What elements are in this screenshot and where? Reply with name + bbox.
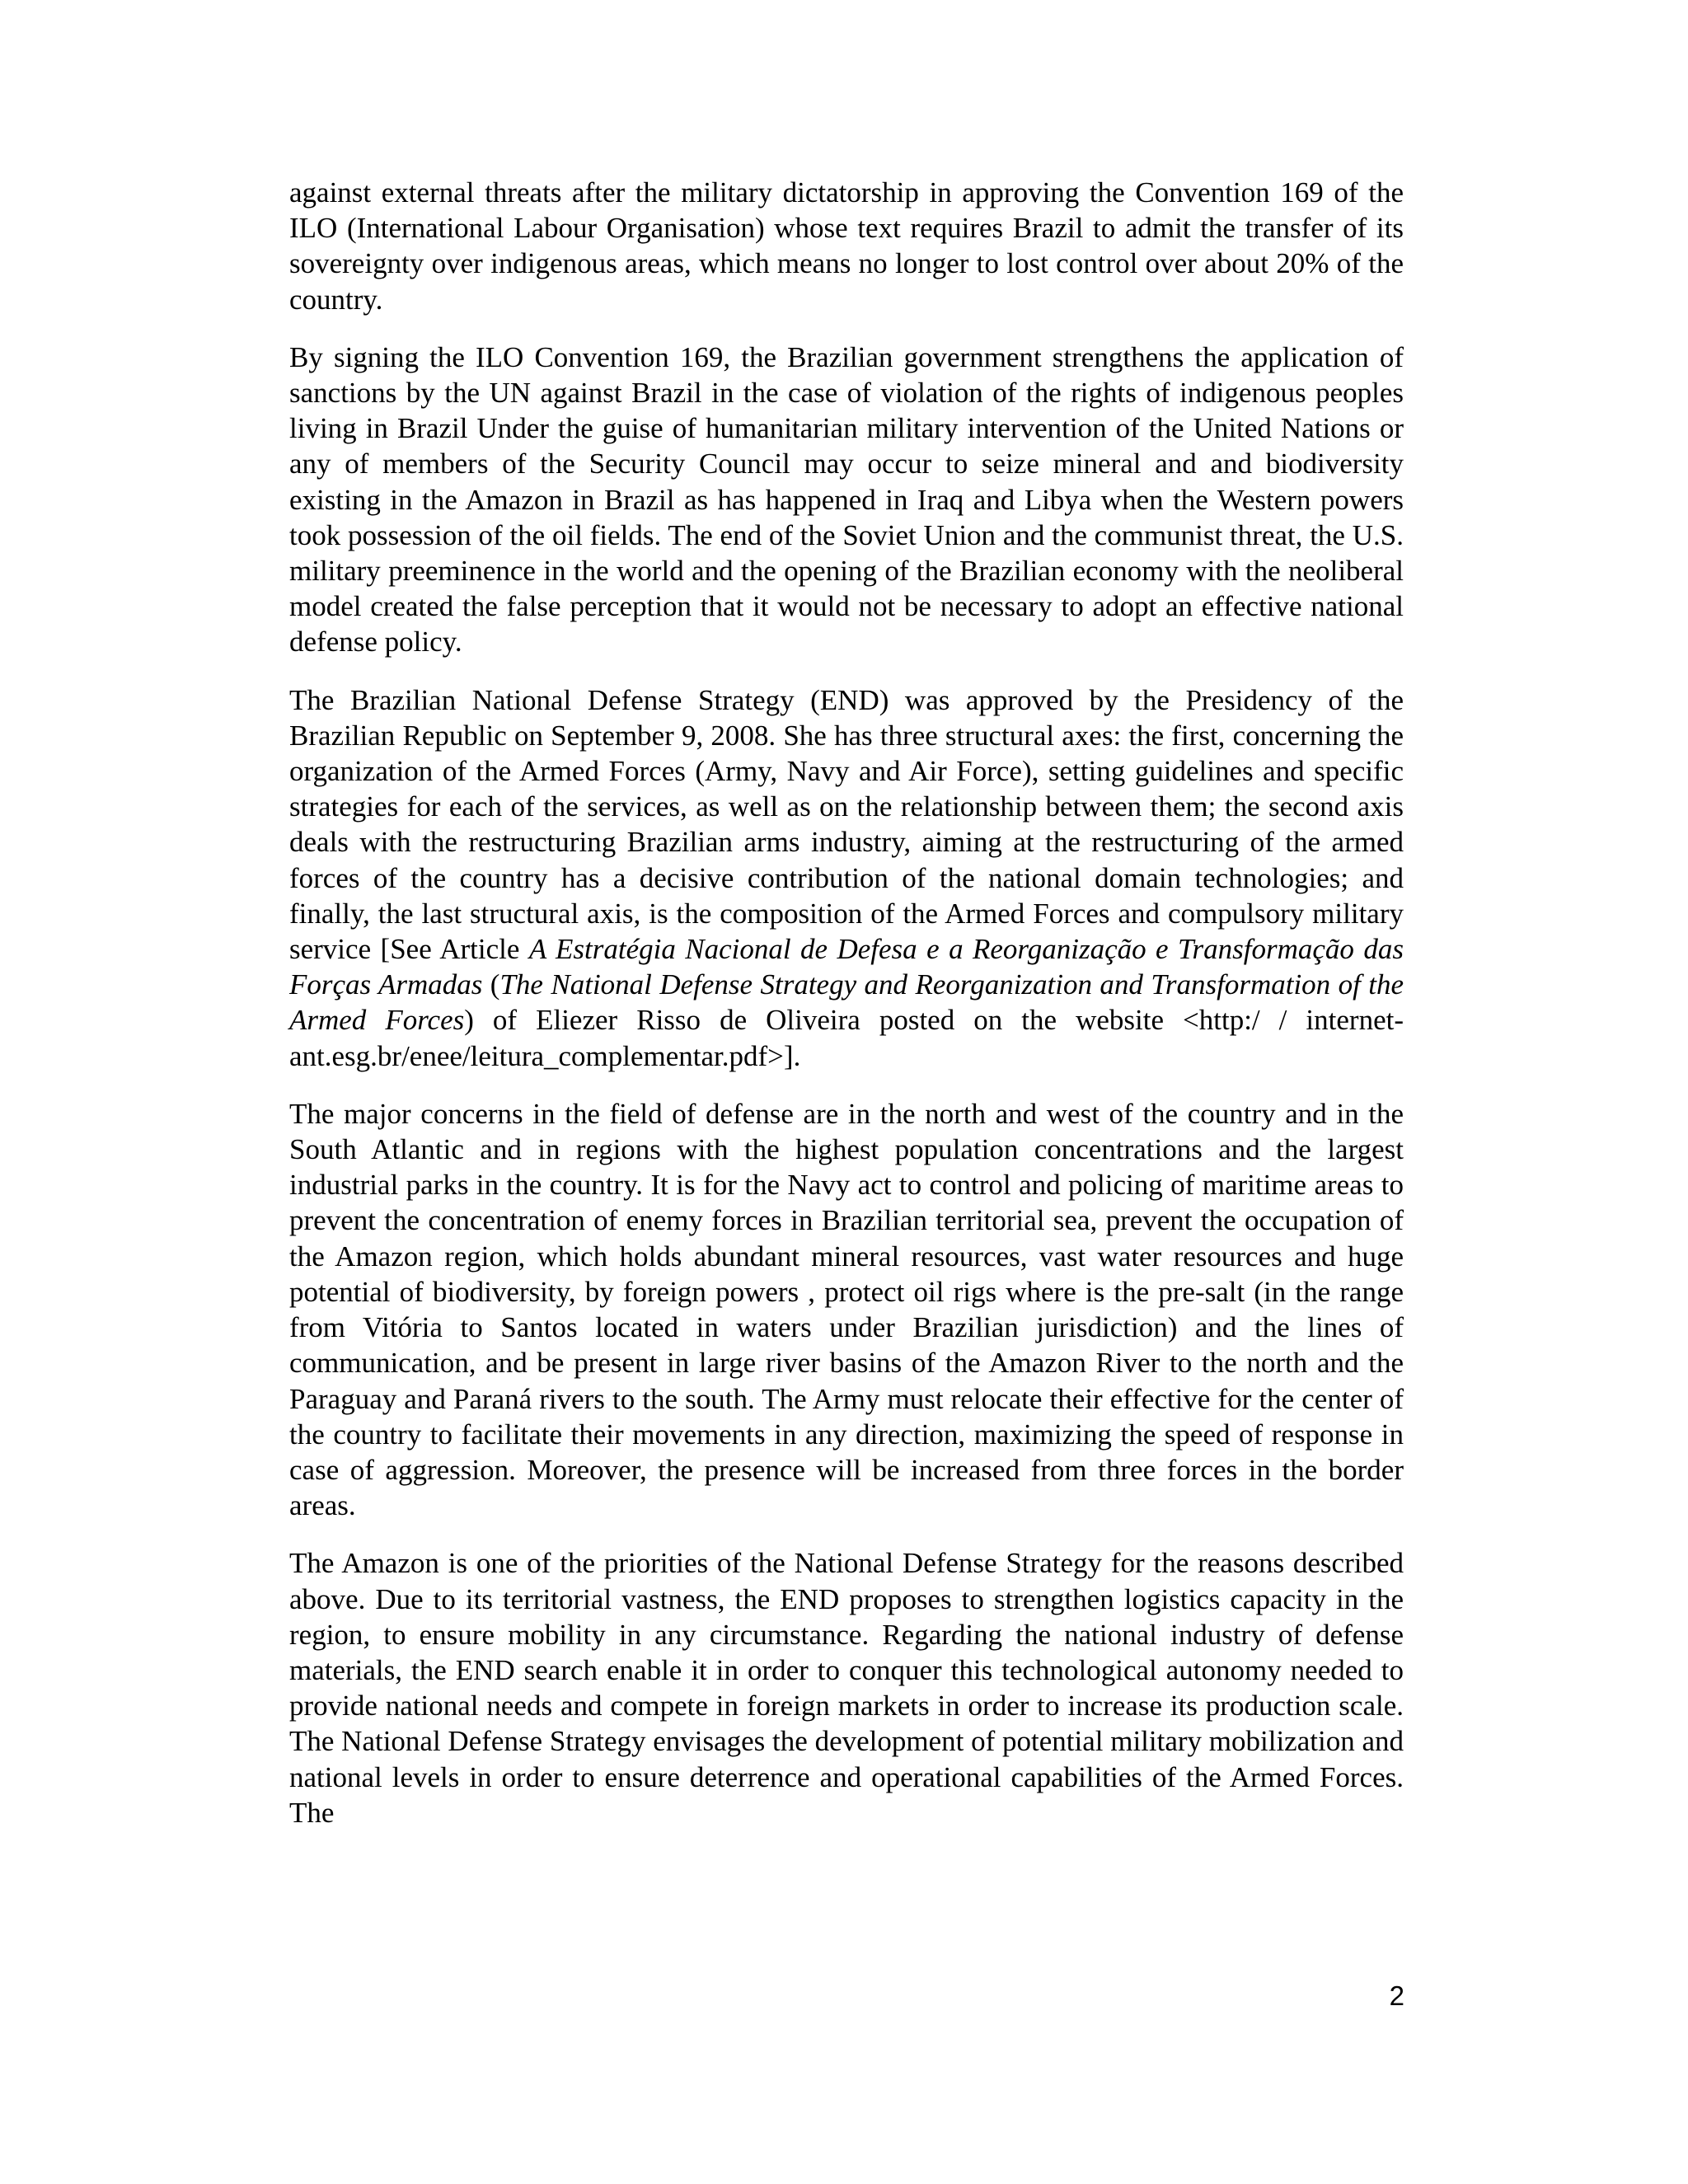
paragraph-ilo-convention — [289, 175, 1404, 317]
paragraph-text: The Amazon is one of the priorities of the National Defense Strategy for the reasons described above. Due to its territorial vastness, the END proposes to strengthen logistics capacity in the region, to ensure mobility in any circumstance. Regarding the national industry of defense materials, the END search enable it in order to conquer this technological autonomy needed to provide national needs and compete in foreign markets in order to increase its production scale. The National Defense Strategy envisages the development of potential military mobilization and national levels in order to ensure deterrence and operational capabilities of the Armed Forces. The — [289, 1547, 1404, 1829]
paragraph-amazon-priority — [289, 1545, 1404, 1830]
paragraph-text: The Brazilian National Defense Strategy (END) was approved by the Presidency of the Brazilian Republic on September 9, 2008. She has three structural axes: the first, concerning the organization of the Armed Forces (Army, Navy and Air Force), setting guidelines and specific strategies for each of the services, as well as on the relationship between them; the second axis deals with the restructuring Brazilian arms industry, aiming at the restructuring of the armed forces of the country has a decisive contribution of the national domain technologies; and finally, the last structural axis, is the composition of the Armed Forces and compulsory military service [See Article — [289, 683, 1404, 966]
paragraph-text: ( — [482, 968, 500, 1001]
document-page — [289, 175, 1404, 1853]
paragraph-defense-concerns — [289, 1096, 1404, 1523]
paragraph-defense-strategy — [289, 682, 1404, 1074]
paragraph-text: By signing the ILO Convention 169, the Brazilian government strengthens the application of sanctions by the UN against Brazil in the case of violation of the rights of indigenous peoples living in Brazil Under the guise of humanitarian military intervention of the United Nations or any of members of the Security Council may occur to seize mineral and and biodiversity existing in the Amazon in Brazil as has happened in Iraq and Libya when the Western powers took possession of the oil fields. The end of the Soviet Union and the communist threat, the U.S. military preeminence in the world and the opening of the Brazilian economy with the neoliberal model created the false perception that it would not be necessary to adopt an effective national defense policy. — [289, 340, 1404, 658]
page-number: 2 — [1389, 1980, 1404, 2011]
paragraph-text: against external threats after the military dictatorship in approving the Convention 169 of the ILO (International Labour Organisation) whose text requires Brazil to admit the transfer of its sovereignty over indigenous areas, which means no longer to lost control over about 20% of the country. — [289, 176, 1404, 316]
article-title-portuguese: A Estratégia Nacional de Defesa e a Reorganização e Transformação das Forças Armadas — [289, 933, 1404, 1001]
paragraph-text: ) of Eliezer Risso de Oliveira posted on the website <http:/ / internet-ant.esg.br/enee/leitura_complementar.pdf>]. — [289, 1004, 1404, 1072]
paragraph-sanctions — [289, 340, 1404, 660]
article-title-english: The National Defense Strategy and Reorganization and Transformation of the Armed Forces — [289, 968, 1404, 1037]
paragraph-text: The major concerns in the field of defense are in the north and west of the country and in the South Atlantic and in regions with the highest population concentrations and the largest industrial parks in the country. It is for the Navy act to control and policing of maritime areas to prevent the concentration of enemy forces in Brazilian territorial sea, prevent the occupation of the Amazon region, which holds abundant mineral resources, vast water resources and huge potential of biodiversity, by foreign powers , protect oil rigs where is the pre-salt (in the range from Vitória to Santos located in waters under Brazilian jurisdiction) and the lines of communication, and be present in large river basins of the Amazon River to the north and the Paraguay and Paraná rivers to the south. The Army must relocate their effective for the center of the country to facilitate their movements in any direction, maximizing the speed of response in case of aggression. Moreover, the presence will be increased from three forces in the border areas. — [289, 1097, 1404, 1522]
